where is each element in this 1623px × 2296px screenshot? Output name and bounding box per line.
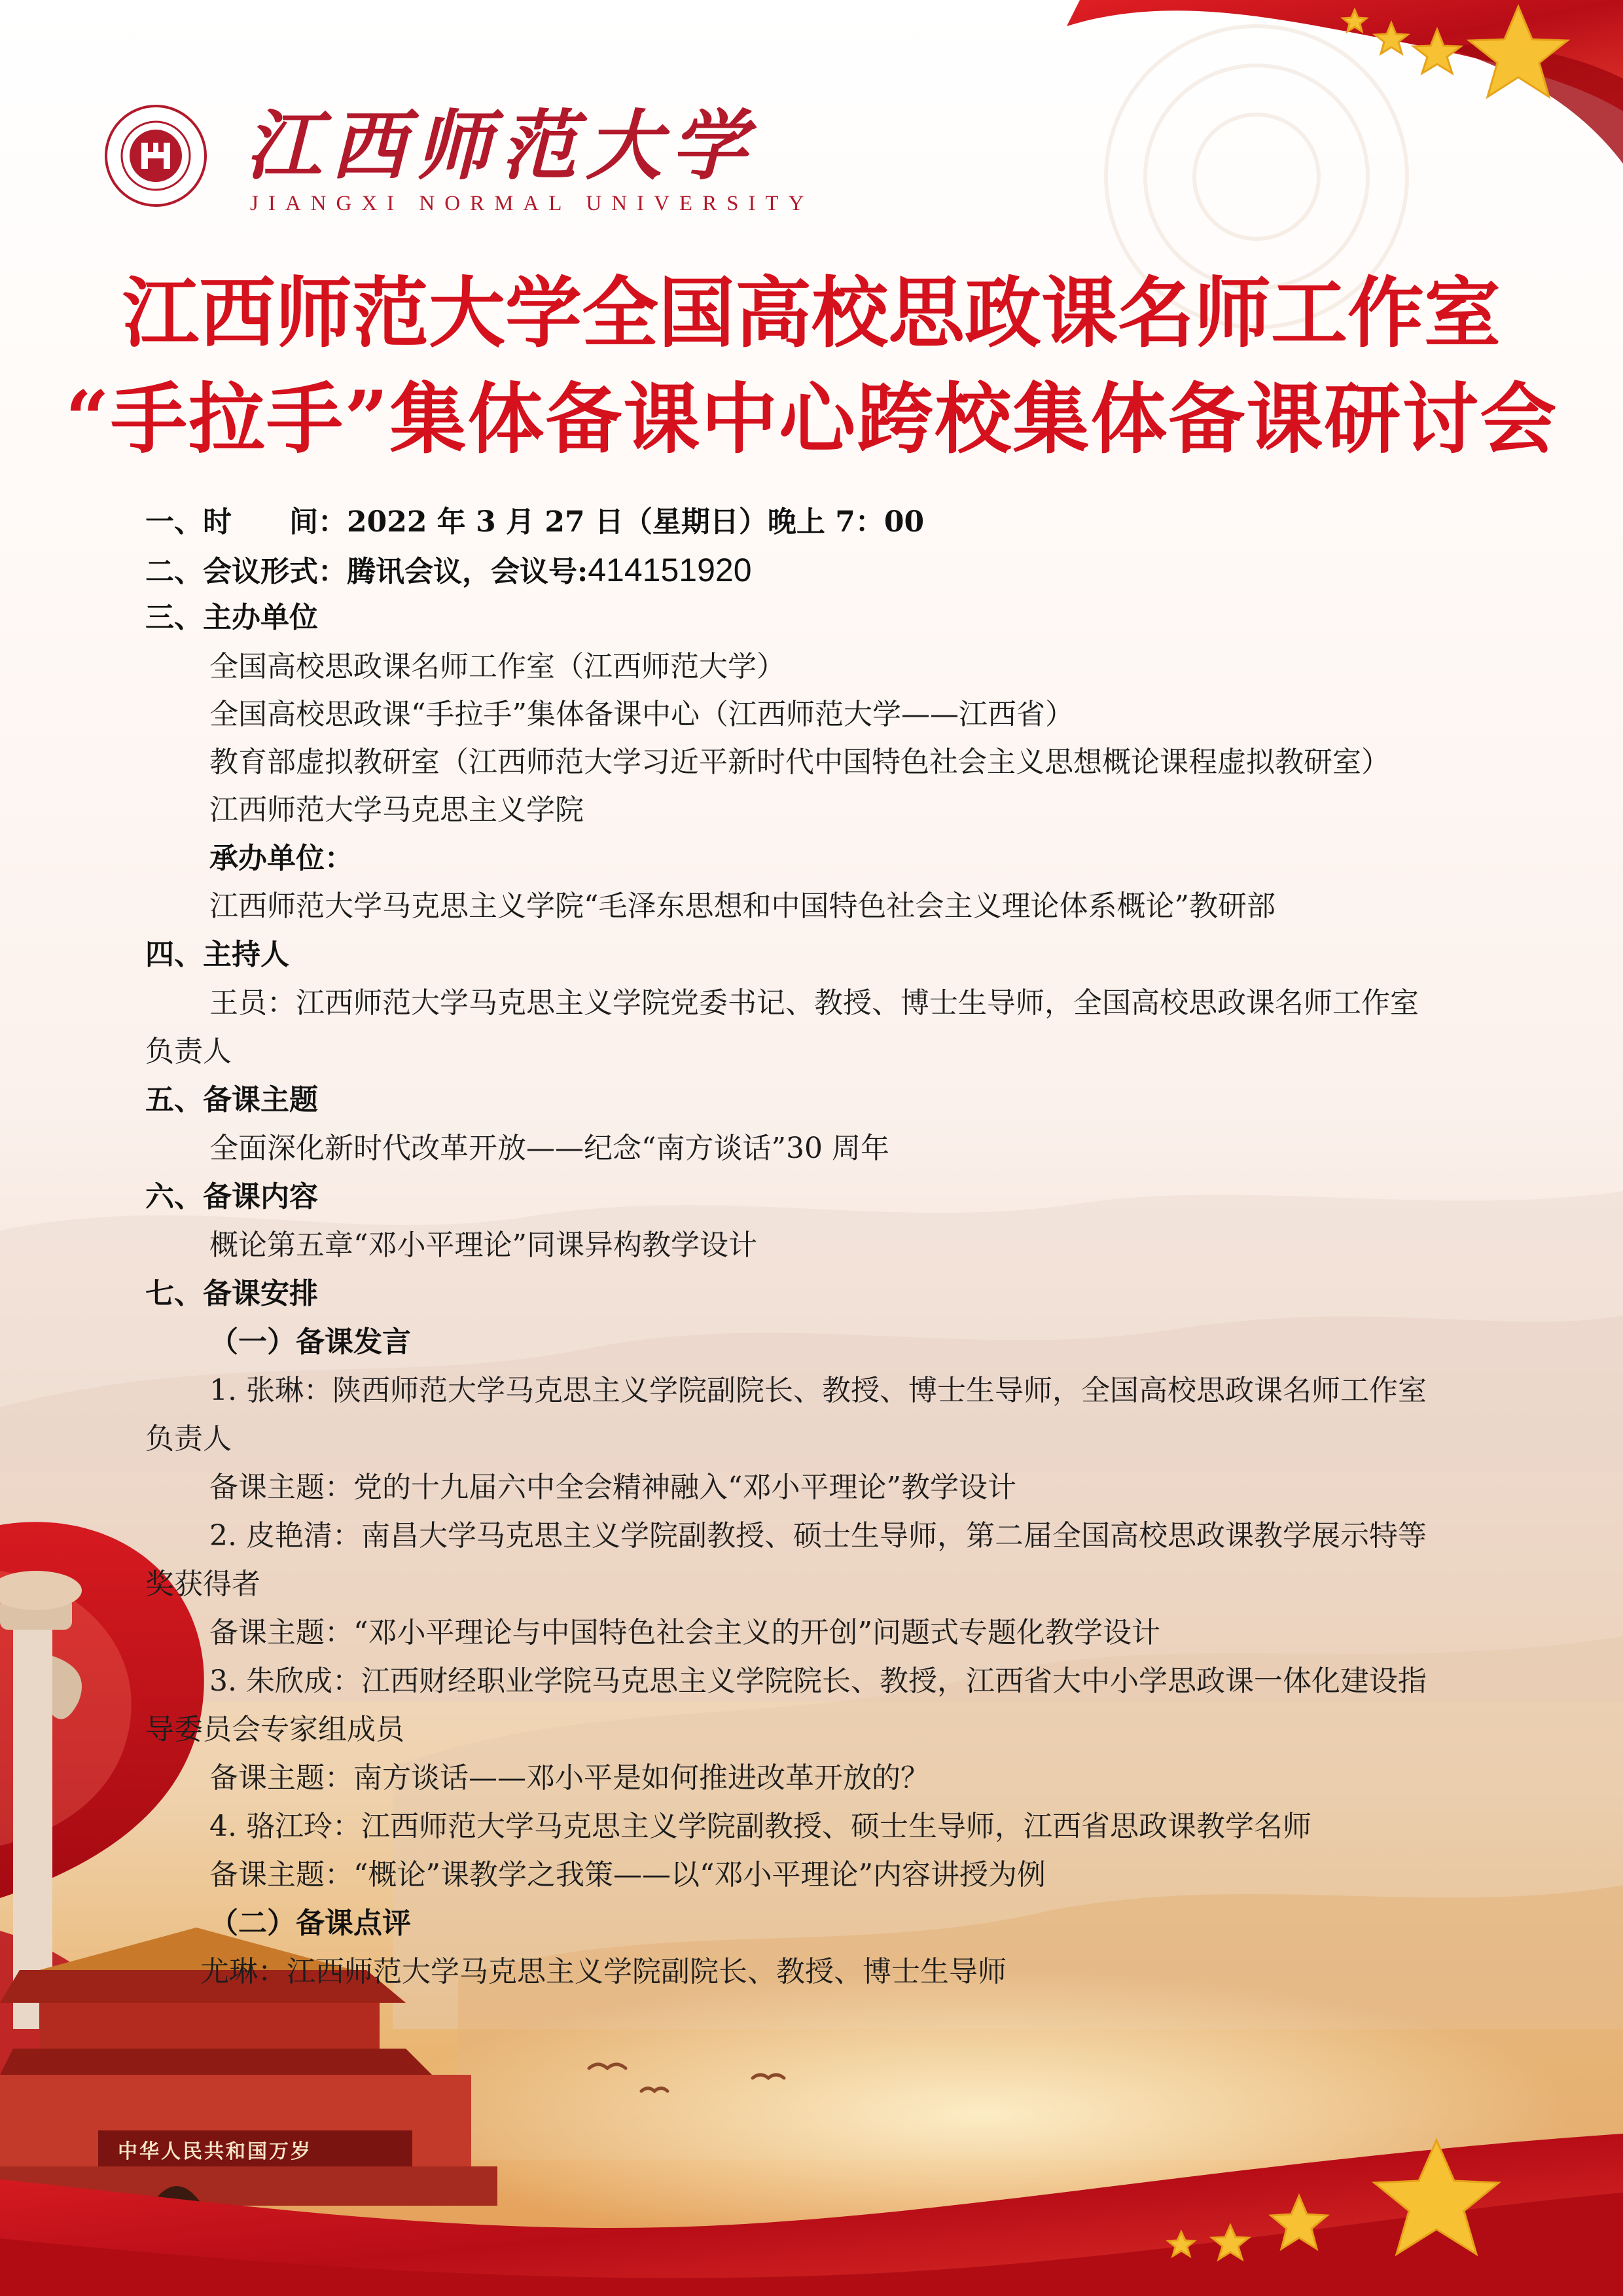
poster-title-line1: 江西师范大学全国高校思政课名师工作室 [122, 268, 1501, 358]
arrangement-heading: 七、备课安排 [145, 1277, 318, 1310]
organizer-heading: 三、主办单位 [145, 601, 318, 634]
host-heading: 四、主持人 [145, 938, 289, 971]
star-icon [1414, 29, 1461, 73]
content-heading: 六、备课内容 [145, 1180, 318, 1213]
star-icon [1271, 2196, 1327, 2249]
poster-title-line2: “手拉手”集体备课中心跨校集体备课研讨会 [65, 374, 1558, 464]
co-organizer: 江西师范大学马克思主义学院“毛泽东思想和中国特色社会主义理论体系概论”教研部 [209, 889, 1275, 923]
star-icon [1343, 10, 1366, 31]
speaker-line: 奖获得者 [145, 1568, 260, 1601]
star-icon [1374, 2140, 1499, 2254]
format-label: 二、会议形式：腾讯会议，会议号: [145, 555, 588, 588]
star-icon [1168, 2232, 1194, 2256]
organizer-item: 全国高校思政课“手拉手”集体备课中心（江西师范大学——江西省） [209, 698, 1074, 731]
theme-text: 全面深化新时代改革开放——纪念“南方谈话”30 周年 [209, 1132, 889, 1165]
speaker-line: 2. 皮艳清：南昌大学马克思主义学院副教授、硕士生导师，第二届全国高校思政课教学展示特等 [209, 1519, 1427, 1552]
star-icon [1375, 23, 1408, 54]
university-seal-logo [103, 103, 208, 208]
content-text: 概论第五章“邓小平理论”同课异构教学设计 [209, 1229, 757, 1262]
format-row [145, 554, 752, 586]
star-icon [1469, 7, 1567, 97]
meeting-number: 414151920 [588, 552, 752, 588]
gate-banner: 中华人民共和国万岁 [118, 2140, 312, 2163]
speaker-line: 4. 骆江玲：江西师范大学马克思主义学院副教授、硕士生导师，江西省思政课教学名师 [209, 1810, 1311, 1843]
speaker-line: 1. 张琳：陕西师范大学马克思主义学院副院长、教授、博士生导师，全国高校思政课名师工作室 [209, 1374, 1427, 1407]
organizer-item: 全国高校思政课名师工作室（江西师范大学） [209, 650, 785, 683]
university-name-english: JIANGXI NORMAL UNIVERSITY [250, 192, 814, 215]
star-icon [1212, 2225, 1249, 2259]
speaker-topic: 备课主题：“邓小平理论与中国特色社会主义的开创”问题式专题化教学设计 [209, 1616, 1160, 1649]
host-line: 负责人 [145, 1035, 232, 1068]
co-organizer-label: 承办单位： [209, 842, 353, 875]
speech-heading: （一）备课发言 [209, 1325, 411, 1359]
theme-heading: 五、备课主题 [145, 1083, 318, 1117]
time-label: 一、时 间： [145, 505, 347, 539]
speaker-topic: 备课主题：“概论”课教学之我策——以“邓小平理论”内容讲授为例 [209, 1858, 1046, 1892]
speaker-line: 负责人 [145, 1422, 232, 1456]
university-name-logo: 江西师范大学 [245, 101, 756, 190]
reviewer-text: 尤琳：江西师范大学马克思主义学院副院长、教授、博士生导师 [200, 1955, 1007, 1988]
speaker-topic: 备课主题：党的十九届六中全会精神融入“邓小平理论”教学设计 [209, 1471, 1016, 1504]
host-line: 王员：江西师范大学马克思主义学院党委书记、教授、博士生导师，全国高校思政课名师工作室 [209, 986, 1419, 1020]
time-row [145, 505, 925, 539]
speaker-line: 导委员会专家组成员 [145, 1713, 404, 1746]
review-heading: （二）备课点评 [209, 1907, 411, 1940]
organizer-item: 教育部虚拟教研室（江西师范大学习近平新时代中国特色社会主义思想概论课程虚拟教研室） [209, 745, 1390, 779]
organizer-item: 江西师范大学马克思主义学院 [209, 793, 584, 827]
time-value: 2022 年 3 月 27 日（星期日）晚上 7：00 [347, 505, 925, 539]
speaker-topic: 备课主题：南方谈话——邓小平是如何推进改革开放的？ [209, 1761, 929, 1795]
speaker-line: 3. 朱欣成：江西财经职业学院马克思主义学院院长、教授，江西省大中小学思政课一体化建设指 [209, 1664, 1427, 1698]
